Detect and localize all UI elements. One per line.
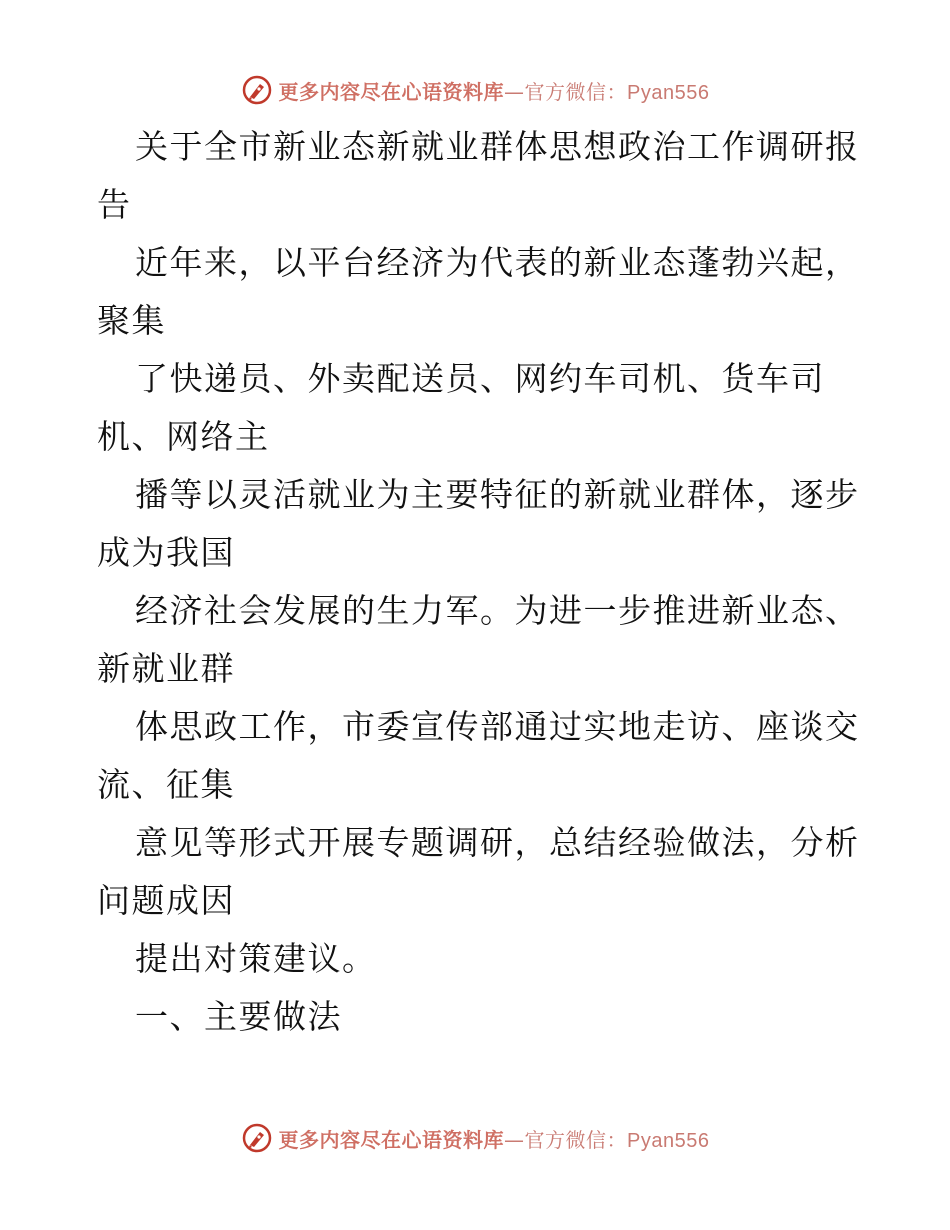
document-line: 新就业群 [97, 649, 235, 688]
header-contact: 官方微信：Pyan556 [524, 81, 710, 104]
document-line: 流、征集 [97, 765, 235, 804]
header-banner [0, 70, 950, 110]
header-brand: 更多内容尽在心语资料库 [278, 79, 505, 104]
document-line: 一、主要做法 [135, 997, 342, 1036]
document-line: 告 [97, 185, 132, 224]
header-banner-text [279, 76, 710, 105]
document-line: 近年来，以平台经济为代表的新业态蓬勃兴起， [135, 243, 860, 282]
document-line: 播等以灵活就业为主要特征的新就业群体，逐步 [135, 475, 860, 514]
document-line: 机、网络主 [97, 417, 270, 456]
footer-brand: 更多内容尽在心语资料库 [278, 1127, 505, 1152]
document-line: 问题成因 [97, 881, 235, 920]
document-line: 体思政工作，市委宣传部通过实地走访、座谈交 [135, 707, 860, 746]
document-line: 关于全市新业态新就业群体思想政治工作调研报 [135, 127, 860, 166]
footer-contact: 官方微信：Pyan556 [524, 1129, 710, 1152]
footer-banner [0, 1118, 950, 1158]
document-line: 意见等形式开展专题调研，总结经验做法，分析 [135, 823, 860, 862]
document-body [97, 118, 867, 1046]
document-line: 了快递员、外卖配送员、网约车司机、货车司 [135, 359, 825, 398]
pen-nib-circle-icon [241, 1122, 273, 1154]
header-separator: — [504, 79, 525, 104]
document-line: 聚集 [97, 301, 166, 340]
footer-separator: — [504, 1127, 525, 1152]
document-line: 经济社会发展的生力军。为进一步推进新业态、 [135, 591, 860, 630]
footer-banner-text [279, 1124, 710, 1153]
document-line: 成为我国 [97, 533, 235, 572]
pen-nib-circle-icon [241, 74, 273, 106]
document-line: 提出对策建议。 [135, 939, 377, 978]
